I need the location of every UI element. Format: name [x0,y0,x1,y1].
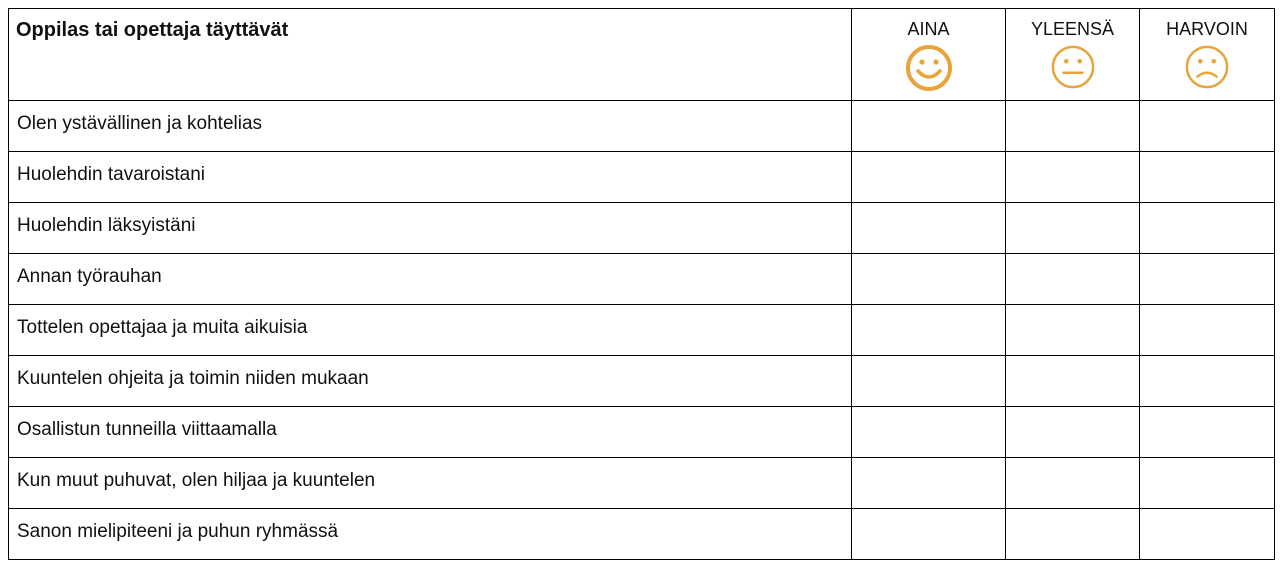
answer-cell-yleensa[interactable] [1006,356,1140,407]
answer-cell-yleensa[interactable] [1006,407,1140,458]
statement-cell [9,101,852,152]
answer-box-aina[interactable] [852,356,1005,405]
answer-cell-aina[interactable] [852,152,1006,203]
answer-cell-aina[interactable] [852,356,1006,407]
answer-cell-harvoin[interactable] [1140,101,1275,152]
answer-cell-yleensa[interactable] [1006,152,1140,203]
answer-cell-harvoin[interactable] [1140,407,1275,458]
answer-box-yleensa[interactable] [1006,407,1139,456]
answer-cell-harvoin[interactable] [1140,152,1275,203]
column-header-aina [852,9,1006,101]
answer-cell-yleensa[interactable] [1006,305,1140,356]
table-row [9,203,1275,254]
answer-cell-aina[interactable] [852,203,1006,254]
statement-cell [9,509,852,560]
statement-text: Huolehdin läksyistäni [17,215,196,236]
answer-cell-aina[interactable] [852,509,1006,560]
statement-cell [9,254,852,305]
answer-box-yleensa[interactable] [1006,101,1139,150]
answer-cell-harvoin[interactable] [1140,254,1275,305]
answer-cell-yleensa[interactable] [1006,254,1140,305]
smiley-sad-icon [1184,44,1230,90]
column-header-yleensa [1006,9,1140,101]
answer-cell-harvoin[interactable] [1140,305,1275,356]
answer-box-harvoin[interactable] [1140,203,1274,252]
answer-cell-yleensa[interactable] [1006,458,1140,509]
answer-box-aina[interactable] [852,458,1005,507]
statement-cell [9,458,852,509]
answer-box-aina[interactable] [852,152,1005,201]
header-row [9,9,1275,101]
column-header-harvoin [1140,9,1275,101]
table-title: Oppilas tai opettaja täyttävät [16,19,289,41]
answer-cell-aina[interactable] [852,458,1006,509]
answer-box-yleensa[interactable] [1006,254,1139,303]
answer-box-aina[interactable] [852,254,1005,303]
answer-box-harvoin[interactable] [1140,356,1274,405]
answer-box-aina[interactable] [852,101,1005,150]
answer-cell-harvoin[interactable] [1140,356,1275,407]
answer-cell-yleensa[interactable] [1006,203,1140,254]
self-assessment-table [8,8,1275,560]
column-label-aina: AINA [907,19,950,39]
column-label-yleensa: YLEENSÄ [1030,19,1115,39]
answer-box-aina[interactable] [852,203,1005,252]
answer-cell-harvoin[interactable] [1140,203,1275,254]
statement-cell [9,356,852,407]
smiley-neutral-icon [1050,44,1096,90]
answer-box-yleensa[interactable] [1006,458,1139,507]
answer-box-yleensa[interactable] [1006,356,1139,405]
answer-box-harvoin[interactable] [1140,305,1274,354]
answer-cell-aina[interactable] [852,305,1006,356]
statement-text: Annan työrauhan [17,266,162,287]
answer-cell-yleensa[interactable] [1006,509,1140,560]
statement-cell [9,407,852,458]
statement-text: Huolehdin tavaroistani [17,164,206,185]
answer-box-harvoin[interactable] [1140,407,1274,456]
answer-cell-yleensa[interactable] [1006,101,1140,152]
table-row [9,458,1275,509]
answer-box-harvoin[interactable] [1140,101,1274,150]
smiley-happy-icon [905,44,953,92]
answer-cell-harvoin[interactable] [1140,458,1275,509]
answer-cell-aina[interactable] [852,254,1006,305]
answer-cell-harvoin[interactable] [1140,509,1275,560]
table-row [9,509,1275,560]
statement-text: Sanon mielipiteeni ja puhun ryhmässä [17,521,339,542]
table-row [9,305,1275,356]
column-label-harvoin: HARVOIN [1166,19,1248,39]
answer-box-harvoin[interactable] [1140,509,1274,558]
answer-box-yleensa[interactable] [1006,509,1139,558]
statement-text: Olen ystävällinen ja kohtelias [17,113,263,134]
statement-text: Kuuntelen ohjeita ja toimin niiden mukaan [17,368,369,389]
table-row [9,152,1275,203]
header-title-cell [9,9,852,101]
answer-box-aina[interactable] [852,509,1005,558]
answer-box-harvoin[interactable] [1140,458,1274,507]
statement-text: Osallistun tunneilla viittaamalla [17,419,277,440]
answer-box-yleensa[interactable] [1006,152,1139,201]
table-row [9,254,1275,305]
answer-cell-aina[interactable] [852,101,1006,152]
table-row [9,356,1275,407]
statement-text: Kun muut puhuvat, olen hiljaa ja kuuntelen [17,470,376,491]
answer-box-harvoin[interactable] [1140,152,1274,201]
answer-cell-aina[interactable] [852,407,1006,458]
answer-box-yleensa[interactable] [1006,305,1139,354]
answer-box-harvoin[interactable] [1140,254,1274,303]
statement-cell [9,305,852,356]
table-row [9,407,1275,458]
table-row [9,101,1275,152]
statement-cell [9,203,852,254]
answer-box-aina[interactable] [852,305,1005,354]
answer-box-aina[interactable] [852,407,1005,456]
answer-box-yleensa[interactable] [1006,203,1139,252]
statement-text: Tottelen opettajaa ja muita aikuisia [17,317,308,338]
statement-cell [9,152,852,203]
